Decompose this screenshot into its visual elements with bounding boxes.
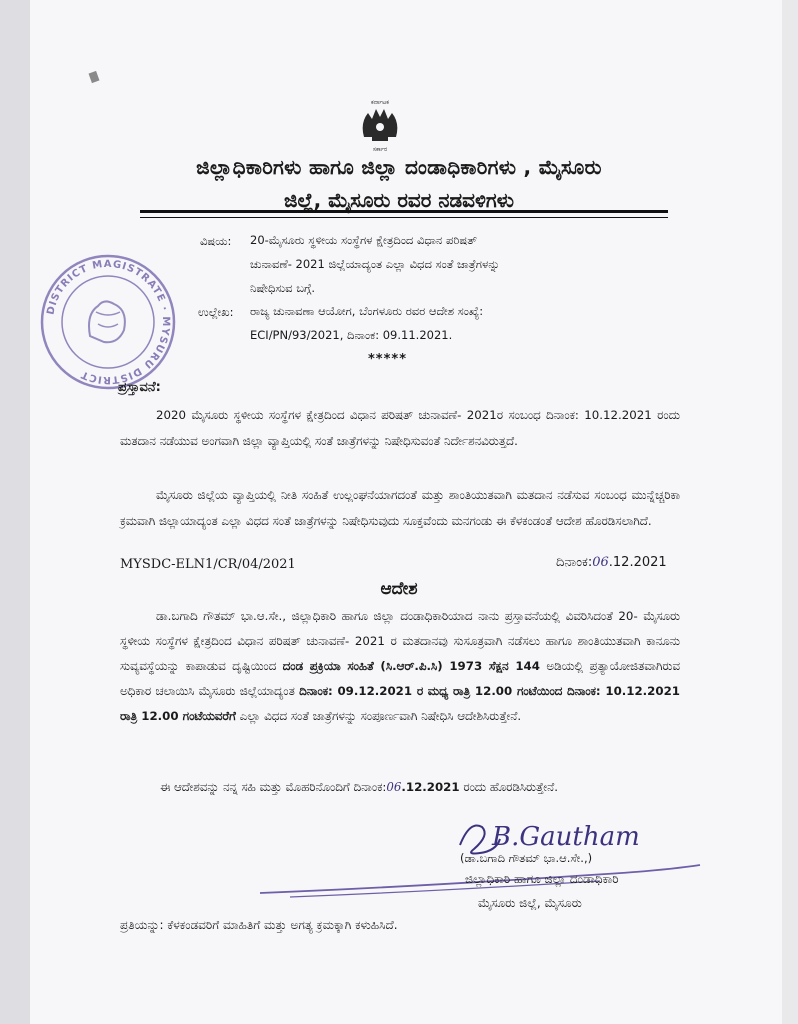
- subject-line2: ಚುನಾವಣೆ- 2021 ಜಿಲ್ಲೆಯಾದ್ಯಂತ ಎಲ್ಲಾ ವಿಧದ ಸಂತೆ ಜಾತ್ರೆಗಳನ್ನು: [250, 257, 500, 271]
- order-date-label: ದಿನಾಂಕ:: [556, 555, 593, 570]
- closing-text-c: ರಂದು ಹೊರಡಿಸಿರುತ್ತೇನೆ.: [459, 780, 558, 794]
- header-rule-thick: [140, 210, 668, 213]
- preamble-paragraph-1: 2020 ಮೈಸೂರು ಸ್ಥಳೀಯ ಸಂಸ್ಥೆಗಳ ಕ್ಷೇತ್ರದಿಂದ ವಿಧಾನ ಪರಿಷತ್ ಚುನಾವಣೆ- 2021ರ ಸಂಬಂಧ ದಿನಾಂಕ: 10.12.2021 ರಂದು ಮತದಾನ ನಡೆಯುವ ಅಂಗವಾಗಿ ಜಿಲ್ಲಾ ವ್ಯಾಪ್ತಿಯಲ್ಲಿ ಸಂತೆ ಜಾತ್ರೆಗಳನ್ನು ನಿಷೇಧಿಸುವಂತೆ ನಿರ್ದೇಶನವಿರುತ್ತದೆ.: [120, 408, 680, 448]
- subject-line1: 20-ಮೈಸೂರು ಸ್ಥಳೀಯ ಸಂಸ್ಥೆಗಳ ಕ್ಷೇತ್ರದಿಂದ ವಿಧಾನ ಪರಿಷತ್: [250, 233, 478, 247]
- signatory-name: (ಡಾ.ಬಗಾದಿ ಗೌತಮ್ ಭಾ.ಆ.ಸೇ.,): [460, 851, 593, 865]
- signatory-title: ಜಿಲ್ಲಾಧಿಕಾರಿ ಹಾಗೂ ಜಿಲ್ಲಾ ದಂಡಾಧಿಕಾರಿ: [465, 872, 619, 886]
- closing-handwritten-day: 06: [386, 780, 402, 794]
- order-date: [556, 555, 667, 570]
- preamble-heading: ಪ್ರಸ್ತಾವನೆ:: [118, 380, 161, 395]
- order-text-crpc: ದಂಡ ಪ್ರಕ್ರಿಯಾ ಸಂಹಿತೆ (ಸಿ.ಆರ್.ಪಿ.ಸಿ) 1973 ಸೆಕ್ಷನ 144: [282, 659, 540, 673]
- signatory-place: ಮೈಸೂರು ಜಿಲ್ಲೆ, ಮೈಸೂರು: [478, 896, 582, 910]
- karnataka-emblem-icon: [350, 95, 410, 155]
- page-shadow: [0, 0, 30, 1024]
- district-magistrate-seal-icon: [38, 252, 178, 392]
- order-heading: ಆದೇಶ: [380, 579, 418, 599]
- office-title-line1: ಜಿಲ್ಲಾಧಿಕಾರಿಗಳು ಹಾಗೂ ಜಿಲ್ಲಾ ದಂಡಾಧಿಕಾರಿಗಳು , ಮೈಸೂರು: [196, 155, 602, 179]
- order-date-rest: .12.2021: [608, 555, 667, 570]
- subject-label: ವಿಷಯ:: [200, 234, 232, 248]
- reference-line1: ರಾಜ್ಯ ಚುನಾವಣಾ ಆಯೋಗ, ಬೆಂಗಳೂರು ರವರ ಆದೇಶ ಸಂಖ್ಯೆ:: [250, 304, 484, 318]
- closing-date-rest: .12.2021: [401, 780, 460, 794]
- svg-text:DISTRICT MAGISTRATE · MYSURU D: [45, 259, 171, 385]
- seal-ring-text: DISTRICT MAGISTRATE · MYSURU DISTRICT: [45, 258, 172, 386]
- subject-line3: ನಿಷೇಧಿಸುವ ಬಗ್ಗೆ.: [250, 281, 315, 295]
- emblem-bottom-text: ಸರ್ಕಾರ: [372, 146, 388, 153]
- order-reference-number: MYSDC-ELN1/CR/04/2021: [120, 557, 296, 572]
- copy-distribution-note: ಪ್ರತಿಯನ್ನು: ಕೆಳಕಂಡವರಿಗೆ ಮಾಹಿತಿಗೆ ಮತ್ತು ಅಗತ್ಯ ಕ್ರಮಕ್ಕಾಗಿ ಕಳುಹಿಸಿದೆ.: [120, 918, 398, 932]
- order-text-part-c: ಅಡಿಯಲ್ಲಿ ಪ್ರತ್ಯಾಯೋಜಿತವಾಗಿರುವ ಅಧಿಕಾರ ಚಲಾಯಿಸಿ ಮೈಸೂರು ಜಿಲ್ಲೆಯಾದ್ಯಂತ: [120, 659, 680, 698]
- office-title-line2: ಜಿಲ್ಲೆ, ಮೈಸೂರು ರವರ ನಡವಳಿಗಳು: [284, 188, 514, 212]
- order-text-dates: ದಿನಾಂಕ: 09.12.2021 ರ ಮಧ್ಯ ರಾತ್ರಿ 12.00 ಗಂಟೆಯಿಂದ ದಿನಾಂಕ: 10.12.2021 ರಾತ್ರಿ 12.00 ಗಂಟೆಯವರೆಗೆ: [120, 684, 680, 723]
- reference-line2: ECI/PN/93/2021, ದಿನಾಂಕ: 09.11.2021.: [250, 328, 453, 342]
- closing-text-a: ಈ ಆದೇಶವನ್ನು ನನ್ನ ಸಹಿ ಮತ್ತು ಮೊಹರಿನೊಂದಿಗೆ ದಿನಾಂಕ:: [160, 780, 387, 794]
- order-text-part-a: ಡಾ.ಬಗಾದಿ ಗೌತಮ್ ಭಾ.ಆ.ಸೇ., ಜಿಲ್ಲಾಧಿಕಾರಿ ಹಾಗೂ ಜಿಲ್ಲಾ ದಂಡಾಧಿಕಾರಿಯಾದ ನಾನು ಪ್ರಸ್ತಾವನೆಯಲ್ಲಿ ವಿವರಿಸಿದಂತೆ 20- ಮೈಸೂರು ಸ್ಥಳೀಯ ಸಂಸ್ಥೆಗಳ ಕ್ಷೇತ್ರದಿಂದ ವಿಧಾನ ಪರಿಷತ್ ಚುನಾವಣೆ- 2021 ರ ಮತದಾನವು ಸುಸೂತ್ರವಾಗಿ ನಡೆಸಲು ಹಾಗೂ ಶಾಂತಿಯುತವಾಗಿ ಕಾನೂನು ಸುವ್ಯವಸ್ಥೆಯನ್ನು ಕಾಪಾಡುವ ದೃಷ್ಟಿಯಿಂದ: [120, 609, 680, 673]
- reference-label: ಉಲ್ಲೇಖ:: [198, 305, 234, 319]
- order-closing-line: [160, 780, 558, 795]
- preamble-paragraph-2: ಮೈಸೂರು ಜಿಲ್ಲೆಯ ವ್ಯಾಪ್ತಿಯಲ್ಲಿ ನೀತಿ ಸಂಹಿತೆ ಉಲ್ಲಂಘನೆಯಾಗದಂತೆ ಮತ್ತು ಶಾಂತಿಯುತವಾಗಿ ಮತದಾನ ನಡೆಸುವ ಸಂಬಂಧ ಮುನ್ನೆಚ್ಚರಿಕಾ ಕ್ರಮವಾಗಿ ಜಿಲ್ಲಾಯಾದ್ಯಂತ ಎಲ್ಲಾ ವಿಧದ ಸಂತೆ ಜಾತ್ರೆಗಳನ್ನು ನಿಷೇಧಿಸುವುದು ಸೂಕ್ತವೆಂದು ಮನಗಂಡು ಈ ಕೆಳಕಂಡಂತೆ ಆದೇಶ ಹೊರಡಿಸಲಾಗಿದೆ.: [120, 488, 680, 528]
- order-date-handwritten-day: 06: [592, 555, 609, 570]
- separator-stars: *****: [368, 352, 407, 367]
- signature-script: B.Gautham: [492, 822, 640, 852]
- emblem-top-text: ಕರ್ನಾಟಕ: [371, 99, 389, 106]
- header-rule-thin: [140, 217, 668, 218]
- order-paragraph: [120, 604, 680, 729]
- order-text-part-e: ಎಲ್ಲಾ ವಿಧದ ಸಂತೆ ಜಾತ್ರೆಗಳನ್ನು ಸಂಪೂರ್ಣವಾಗಿ ನಿಷೇಧಿಸಿ ಆದೇಶಿಸಿರುತ್ತೇನೆ.: [235, 709, 522, 723]
